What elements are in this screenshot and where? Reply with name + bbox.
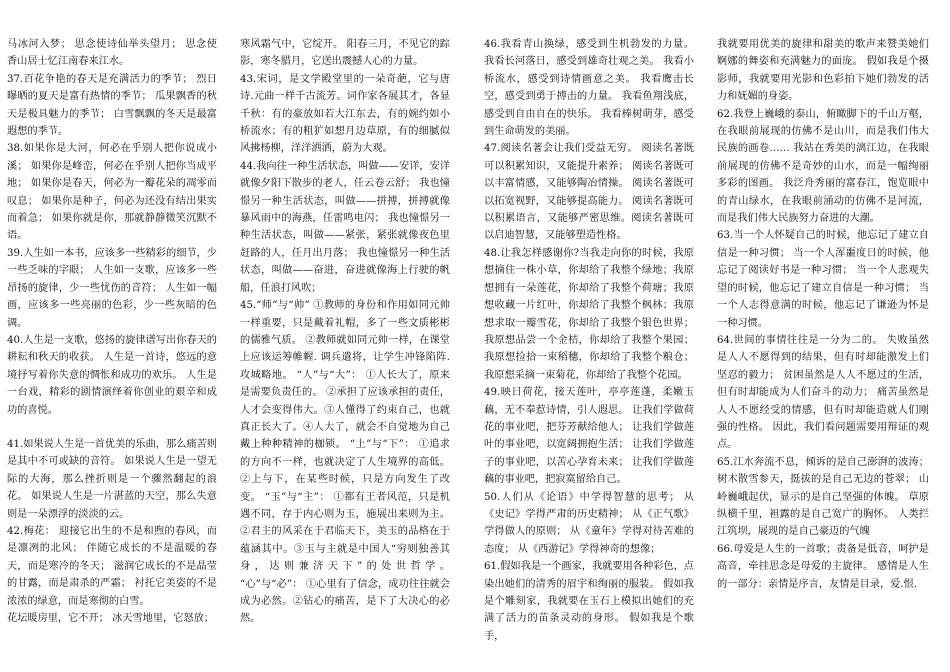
blank-line [7, 419, 217, 436]
paragraph: 38.如果你是大河，何必在乎别人把你说成小溪； 如果你是峰峦，何必在乎别人把你当成平地； 如果你是春天，何必为一瓣花朵的凋零而叹息； 如果你是种子，何必为还没有结出果实而着急； 如果你就是你，那就静静微笑沉默不语。 [7, 143, 217, 242]
paragraph: 40.人生是一支歌，悠扬的旋律谱写出你春天的耕耘和秋天的收获。 人生是一首诗，悠远的意境抒写着你失意的惆怅和成功的欢乐。 人生是一台戏，精彩的剧情演绎着你创业的艰辛和成功的喜悦。 [7, 334, 217, 416]
paragraph: 41.如果说人生是一首优美的乐曲，那么痛苦则是其中不可或缺的音符。 如果说人生是一望无际的大海，那么挫折则是一个骤然翻起的浪花。 如果说人生是一片湛蓝的天空，那么失意则是一朵漂浮的淡淡的云。 [7, 438, 217, 520]
paragraph: 65.江水奔流不息，倾诉的是自己澎湃的波涛； 树木散雪参天，挺拔的是自己无边的苍翠； 山岭巍峨起伏，显示的是自己坚强的体魄。 草原纵横千里，袒露的是自己宽广的胸怀。 人类拦江筑坝，展现的是自己豪迈的气魄 [717, 456, 929, 538]
text-column-2 [240, 36, 450, 666]
paragraph: 45.“师”与“帅” ①教师的身份和作用如同元帅一样重要，只是戴着礼帽，多了一些文质彬彬的儒雅气质。 ②教师就如同元帅一样，在课堂上应该运筹帷幄. 调兵遣将，让学生冲锋陷阵. 攻城略地。 “人”与“大”： ①人长大了，原来是需要负责任的。 ②承担了应该承担的责任，人才会变得伟大。③人懂得了约束自己，也就真正长大了。④人大了，就会不自觉地为自己戴上种种精神的枷锁。 “上”与“下”： ①追求的方向不一样，也就决定了人生境界的高低。②上与下，在某些时候，只是方向发生了改变。 “玉”与“主”： ①都有王者风范，只是机遇不同，存于内心则为玉，施展出来则为主。 ②君主的风采在于君临天下，美玉的品格在于蕴涵其中。③玉与主就是中国人“穷则独善其身，达则兼济天下”的处世哲学。 “心”与“必”： ①心里有了信念，成功往往就会成为必然。②钻心的痛苦，是下了大决心的必然。 [240, 300, 450, 625]
paragraph: 39.人生如一本书，应该多一些精彩的细节，少一些乏味的字眼； 人生如一支歌，应该多一些昂扬的旋律，少一些忧伤的音符； 人生如一幅画，应该多一些亮丽的色彩，少一些灰暗的色调。 [7, 247, 217, 329]
text-column-3 [484, 36, 694, 666]
paragraph: 44.我向往一种生活状态，叫做——安详，安详就像夕阳下散步的老人，任云卷云舒； 我也憧憬另一种生活状态，叫做——拼搏，拼搏就像暴风雨中的海燕，任雷鸣电闪； 我也憧憬另一种生活状态，叫做——紧张，紧张就像夜色里赶路的人，任月出月落； 我也憧憬另一种生活状态，叫做——奋进，奋进就像海上行驶的帆船，任浪打风吹； [240, 160, 450, 294]
paragraph: 62.我登上巍峨的泰山，俯瞰脚下的千山万壑，在我眼前展现的仿佛不是山川，而是我们伟大民族的画卷…… 我站在秀美的漓江边，在我眼前展现的仿佛不是奇妙的山水，而是一幅绚丽多彩的图画。 我泛舟秀丽的富春江，饱览眼中的青山绿水，在我眼前涌动的仿佛不是河流，而是我们伟大民族努力奋进的大潮。 [717, 108, 929, 225]
paragraph: 马冰河入梦； 思念使诗仙举头望月； 思念使香山居士忆江南春来江水。 [7, 39, 217, 68]
paragraph: 50.人们从《论语》中学得智慧的思考； 从《史记》学得严肃的历史精神； 从《正气歌》学得做人的原则； 从《童年》学得对待苦难的态度； 从《西游记》学得神奇的想像； [484, 491, 694, 555]
paragraph: 48.让我怎样感谢你?当我走向你的时候，我原想摘住一株小草，你却给了我整个绿地；我原想拥有一朵莲花，你却给了我整个荷塘；我原想收藏一片红叶，你却给了我整个枫林；我原想求取一瓣雪花，你却给了我整个银色世界；我原想品尝一个金桔，你却给了我整个果园；我原想捡拾一束稻穗，你却给了我整个粮仓；我原想采摘一束菊花，你却给了我整个花园。 [484, 247, 694, 381]
paragraph: 寒风霜气中，它绽开。 阳春三月，不见它的踪影，寒冬腊月，它送出震撼人心的力量。 [240, 39, 450, 68]
paragraph: 66.母爱是人生的一首歌；责备是低音，呵护是高音，牵挂思念是母爱的主旋律。 感情是人生的一部分：亲情是序言，友情是目录，爱.恨. [717, 543, 929, 590]
paragraph: 花坛暖房里，它不开； 冰天雪地里，它怒放； [7, 613, 214, 624]
paragraph: 47.阅读名著会让我们受益无穷。 阅读名著既可以积累知识，又能提升素养； 阅读名著既可以丰富情感，又能够陶冶情操。 阅读名著既可以拓宽视野，又能够提高能力。 阅读名著既可以积累语言，又能够严密思维。阅读名著既可以启迪智慧，又能够塑造性格。 [484, 143, 694, 242]
paragraph: 63.当一个人怀疑自己的时候，他忘记了建立自信是一种习惯； 当一个人浑噩度日的时候，他忘记了阅读好书是一种习惯； 当一个人悲观失望的时候，他忘记了建立自信是一种习惯； 当一个人志得意满的时候，他忘记了谦逊为怀是一种习惯。 [717, 230, 929, 329]
text-column-4 [717, 36, 929, 666]
paragraph: 43.宋词，是文学殿堂里的一朵奇葩，它与唐诗.元曲一样千古流芳。词作家各展其才，各显千秋：有的豪放如若大江东去，有的婉约如小桥流水；有的粗犷如想月边草原，有的细腻似风拂杨柳，洋洋洒洒，蔚为大观。 [240, 73, 450, 155]
paragraph: 46.我看青山换绿，感受到生机勃发的力量。 我看长河落日，感受到雄奇壮观之美。 我看小桥流水，感受到诗情画意之美。 我看鹰击长空，感受到勇于搏击的力量。 我看鱼翔浅底，感受到自由自在的快乐。 我看棒树萌芽，感受到生命萌发的美丽。 [484, 39, 694, 138]
paragraph: 64.世间的事情往往是一分为二的。 失败虽然是人人不愿得到的结果，但有时却能激发上们坚忍的毅力； 贫困虽然是人人不愿过的生活，但有时却能成为人们奋斗的动力； 痛苦虽然是人人不愿经受的情感，但有时却能造就人们刚强的性格。 因此，我们看问题需要用辩证的观点。 [717, 334, 929, 451]
paragraph: 我就要用优美的旋律和甜美的歌声来赞美她们婀娜的舞姿和充满魅力的面庞。 假如我是个摄影师，我就要用光影和色彩拍下她们勃发的活力和妩媚的身姿。 [717, 39, 929, 103]
paragraph: 49.映日荷花，接天莲叶，亭亭莲蓬，柔嫩玉藕，无不奉惹诗情，引人遐思。 让我们学做荷花的事业吧，把芬芳献给他人； 让我们学做莲叶的事业吧，以宽阔拥抱生活； 让我们学做莲子的事业吧，以苦心孕育未来； 让我们学做莲藕的事业吧，把寂寞留给自己。 [484, 387, 694, 486]
paragraph: 42.梅花： 迎接它出生的不是和煦的春风，而是凛冽的北风； 伴随它成长的不是温暖的春天，而是寒冷的冬天； 滋润它成长的不是晶莹的甘露，而是肃杀的严霜； 衬托它美姿的不是浓浓的绿意，而是寒彻的白雪。 [7, 525, 217, 607]
text-column-1 [7, 36, 217, 666]
paragraph: 61.假如我是一个画家，我就要用各种彩色，点染出她们的清秀的眉宇和绚丽的服装。 假如我是个雕刻家，我就要在玉石上模拟出她们的充满了活力的苗条灵动的身形。 假如我是个歌手， [484, 561, 694, 642]
paragraph: 37.百花争艳的春天是充满活力的季节； 烈日曝晒的夏天是富有热情的季节； 瓜果飘香的秋天是极具魅力的季节； 白雪飘飘的冬天是最富遐想的季节。 [7, 73, 217, 138]
